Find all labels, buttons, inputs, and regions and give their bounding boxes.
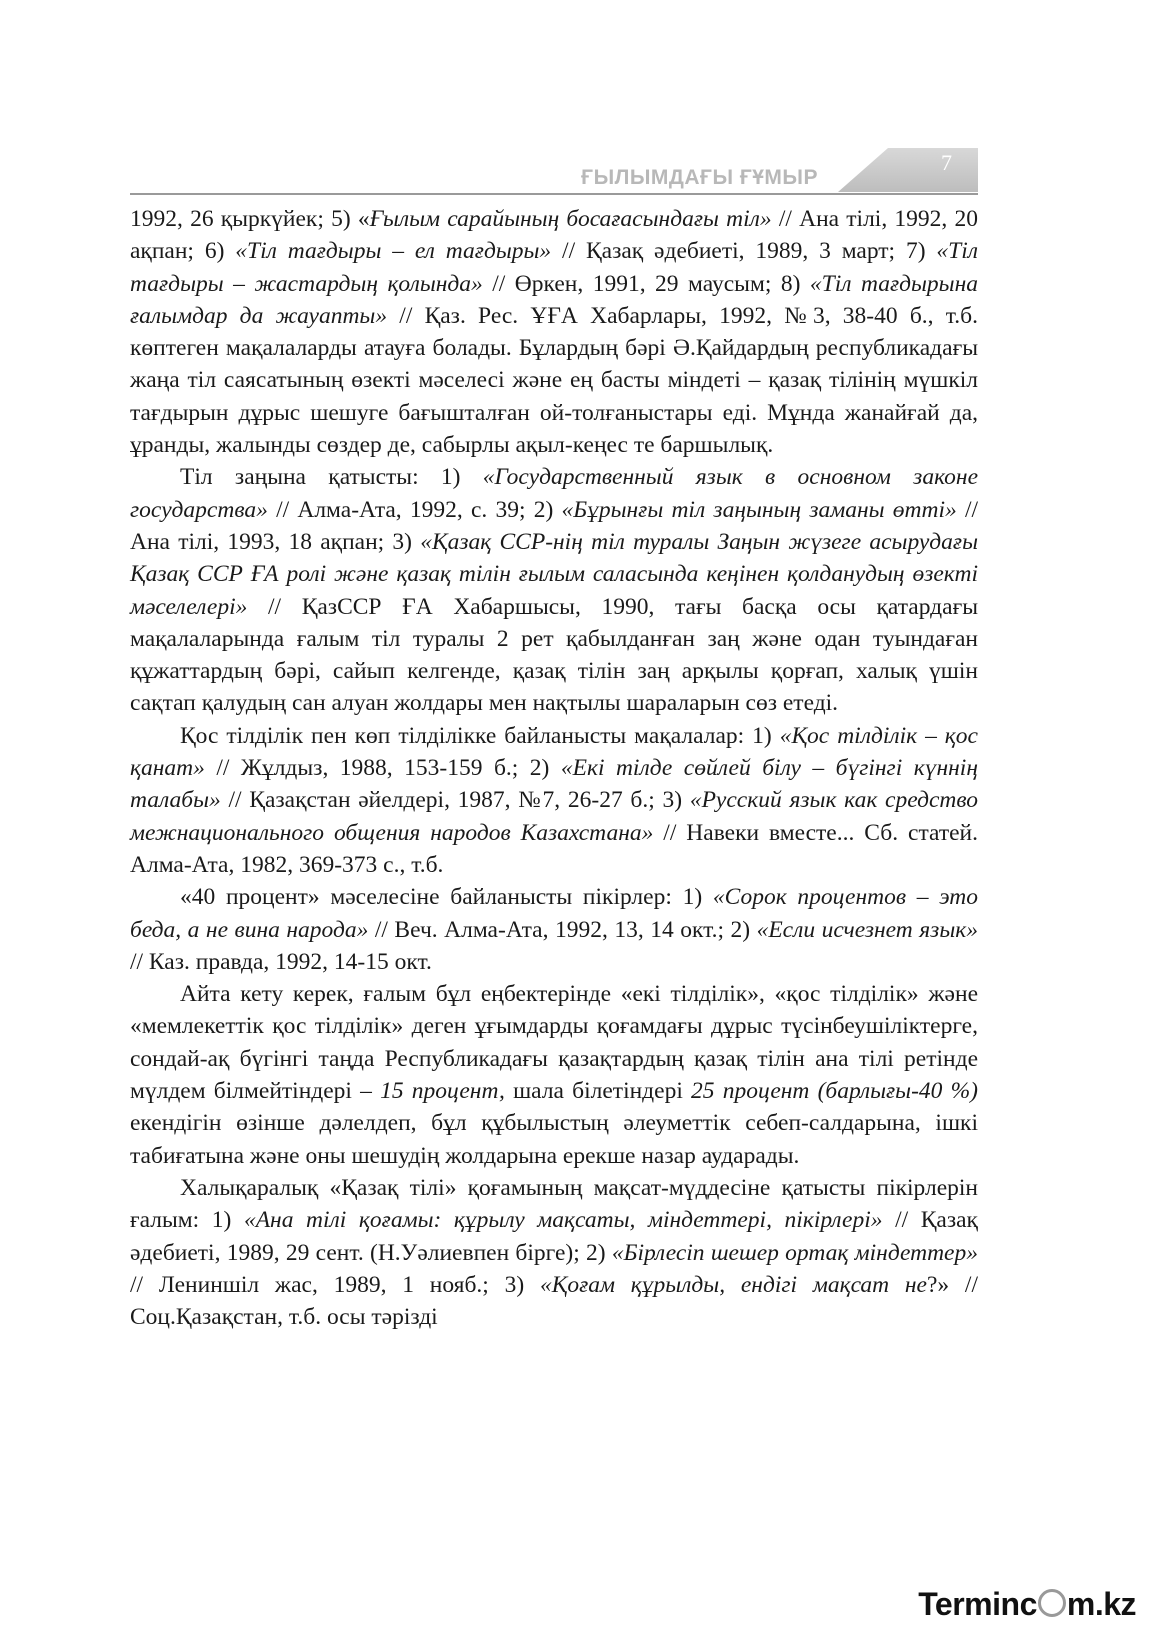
text-segment: // Жұлдыз, 1988, 153-159 б.; 2) (204, 755, 561, 782)
text-segment: екендігін өзінше дәлелдеп, бұл құбылыстың әлеуметтік себеп-салдарына, ішкі табиғатына және оны шешудің жолдарына ерекше назар аударады. (130, 1110, 978, 1169)
paragraph (130, 461, 978, 719)
italic-title-segment: «Қазақ ССР-нің тіл туралы Заңын жүзеге асырудағы Қазақ ССР ҒА ролі және қазақ тілін ғылым саласында кеңінен қолданудың өзекті мәселелері» (130, 528, 978, 620)
paragraph (130, 1172, 978, 1333)
header-rule (130, 193, 978, 195)
text-segment: // Каз. правда, 1992, 14-15 окт. (130, 948, 432, 975)
text-segment: // Ана тілі, 1993, 18 ақпан; 3) (130, 496, 979, 555)
italic-title-segment: Ғылым сарайының босағасындағы тіл» (369, 206, 772, 232)
text-segment: // Қазақ әдебиеті, 1989, 3 март; 7) (551, 238, 937, 265)
text-segment: // Лениншіл жас, 1989, 1 нояб.; 3) (130, 1271, 540, 1298)
running-header (130, 148, 978, 194)
site-watermark (918, 1586, 1136, 1623)
watermark-o-circle-icon (1038, 1589, 1066, 1617)
italic-title-segment: «Бірлесіп шешер ортақ міндеттер» (611, 1239, 978, 1266)
text-segment: // Қазақ әдебиеті, 1989, 29 сент. (Н.Уәлиевпен бірге); 2) (130, 1207, 978, 1266)
paragraph (130, 881, 978, 978)
text-segment: Қос тілділік пен көп тілділікке байланысты мақалалар: 1) (180, 722, 780, 749)
italic-title-segment: 25 процент (барлығы-40 %) (691, 1078, 978, 1105)
text-segment: шала білетіндері (504, 1078, 692, 1105)
italic-title-segment: «Если исчезнет язык» (756, 916, 978, 943)
running-title: ҒЫЛЫМДАҒЫ ҒҰМЫР (581, 166, 818, 189)
text-segment: // Қазақстан әйелдері, 1987, №7, 26-27 б.; 3) (220, 787, 690, 814)
italic-title-segment: «Русский язык как средство межнационального общения народов Казахстана» (130, 787, 978, 846)
italic-title-segment: «Тіл тағдыры – жастардың қолында» (130, 238, 978, 297)
watermark-c: c (1019, 1586, 1037, 1622)
text-segment: ?» // Соц.Қазақстан, т.б. осы тәрізді (130, 1271, 978, 1331)
page-body (130, 203, 978, 1333)
text-segment: 1992, 26 қыркүйек; 5) « (130, 206, 370, 232)
italic-title-segment: «Қоғам құрылды, ендігі мақсат не (539, 1271, 927, 1298)
watermark-text-start: Termin (918, 1586, 1020, 1622)
italic-title-segment: «Бұрынғы тіл заңының заманы өтті» (561, 496, 957, 523)
text-segment: // Веч. Алма-Ата, 1992, 13, 14 окт.; 2) (368, 916, 757, 943)
italic-title-segment: «Тіл тағдырына ғалымдар да жауапты» (130, 270, 978, 329)
text-segment: Тіл заңына қатысты: 1) (180, 464, 483, 491)
text-segment: // Навеки вместе... Сб. статей. Алма-Ата, 1982, 369-373 с., т.б. (130, 819, 978, 878)
text-segment: // Алма-Ата, 1992, с. 39; 2) (267, 496, 562, 523)
italic-title-segment: «Ана тілі қоғамы: құрылу мақсаты, міндеттері, пікірлері» (243, 1207, 883, 1234)
italic-title-segment: «Екі тілде сөйлей білу – бүгінгі күннің талабы» (130, 755, 978, 814)
text-segment: // Өркен, 1991, 29 маусым; 8) (482, 270, 810, 297)
text-segment: // Ана тілі, 1992, 20 ақпан; 6) (130, 206, 979, 265)
text-segment: // Қаз. Рес. ҰҒА Хабарлары, 1992, №3, 38-40 б., т.б. көптеген мақалаларды атауға болады. Бұлардың бәрі Ә.Қайдардың республикадағы жаңа тіл саясатының өзекті мәселесі және ең басты міндеті – қазақ тілінің мүшкіл тағдырын дұрыс шешуге бағышталған ой-толғаныстары еді. Мұнда жанайғай да, ұранды, жалынды сөздер де, сабырлы ақыл-кеңес те баршылық. (130, 302, 978, 459)
paragraph (130, 720, 978, 881)
italic-title-segment: 15 процент, (380, 1078, 505, 1105)
paragraph (130, 978, 978, 1172)
italic-title-segment: «Тіл тағдыры – ел тағдыры» (235, 238, 552, 265)
italic-title-segment: «Государственный язык в основном законе государства» (130, 464, 979, 523)
text-segment: «40 процент» мәселесіне байланысты пікірлер: 1) (180, 884, 713, 911)
page-number-tab (838, 148, 978, 192)
text-segment: Халықаралық «Қазақ тілі» қоғамының мақсат-мүддесіне қатысты пікірлерін ғалым: 1) (130, 1174, 978, 1234)
italic-title-segment: «Қос тілділік – қос қанат» (130, 722, 978, 782)
paragraph (130, 203, 978, 461)
text-segment: // ҚазССР ҒА Хабаршысы, 1990, тағы басқа осы қатардағы мақалаларында ғалым тіл туралы 2 рет қабылданған заң және одан туындаған құжаттардың бәрі, сайып келгенде, қазақ тілін заң арқылы қорғап, халық үшін сақтап қалудың сан алуан жолдары мен нақтылы шараларын сөз етеді. (130, 593, 978, 717)
page-number: 7 (941, 150, 952, 175)
text-segment: Айта кету керек, ғалым бұл еңбектерінде «екі тілділік», «қос тілділік» және «мемлекеттік қос тілділік» деген ұғымдарды қоғамдағы дұрыс түсінбеушіліктерге, сондай-ақ бүгінгі таңда Республикадағы қазақтардың қазақ тілін ана тілі ретінде мүлдем білмейтіндері – (130, 981, 978, 1105)
watermark-text-end: m.kz (1066, 1586, 1136, 1622)
italic-title-segment: «Сорок процентов – это беда, а не вина народа» (130, 884, 978, 943)
